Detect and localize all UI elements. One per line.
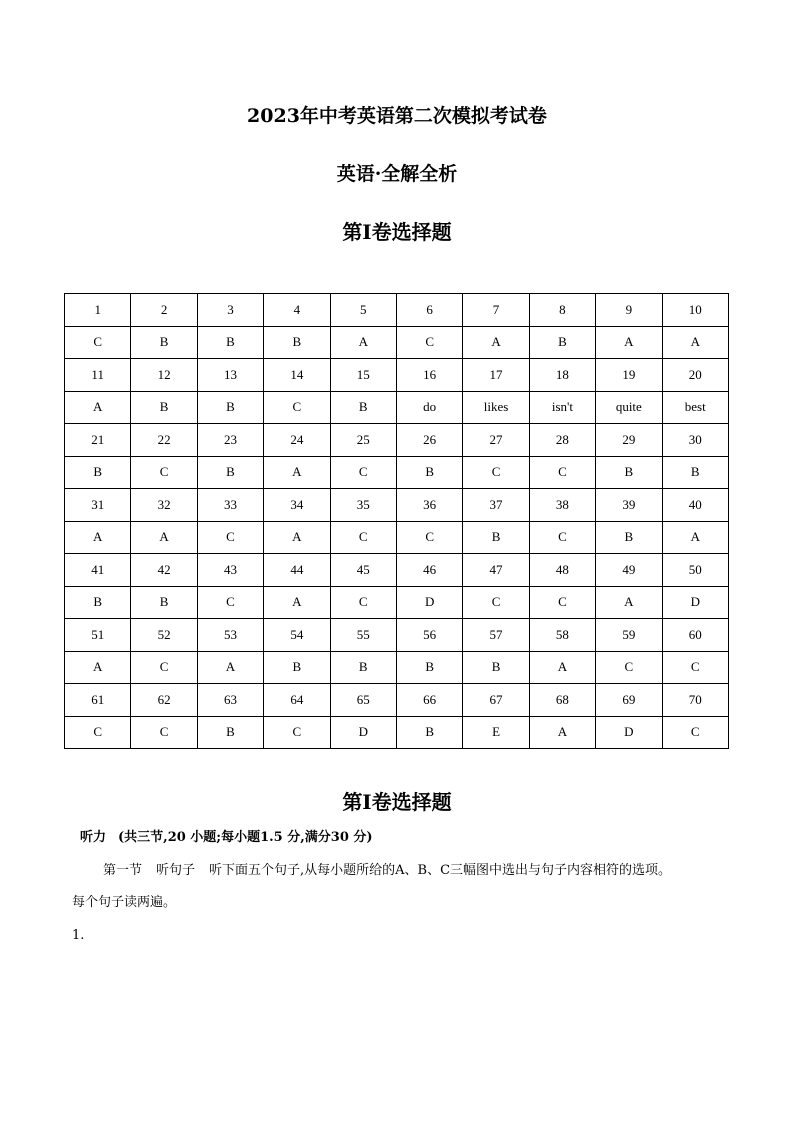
question-number-cell: 67	[463, 684, 529, 717]
question-number-row	[65, 359, 729, 392]
exam-title: 2023年中考英语第二次模拟考试卷	[247, 105, 547, 127]
answer-cell: B	[131, 586, 197, 619]
answer-row	[65, 651, 729, 684]
question-number-cell: 63	[197, 684, 263, 717]
question-number-cell: 10	[662, 294, 728, 327]
answer-cell: isn't	[529, 391, 595, 424]
answer-cell: A	[65, 391, 131, 424]
question-number-cell: 55	[330, 619, 396, 652]
question-number-cell: 29	[596, 424, 662, 457]
answer-cell: C	[529, 521, 595, 554]
question-number-cell: 69	[596, 684, 662, 717]
question-number-cell: 62	[131, 684, 197, 717]
question-number-cell: 17	[463, 359, 529, 392]
question-number-cell: 44	[264, 554, 330, 587]
section-title-body: 第Ⅰ卷选择题	[342, 790, 452, 814]
answer-cell: B	[197, 716, 263, 749]
answer-cell: B	[596, 456, 662, 489]
answer-cell: B	[65, 586, 131, 619]
question-number-row	[65, 619, 729, 652]
question-number-cell: 59	[596, 619, 662, 652]
answer-cell: B	[396, 456, 462, 489]
answer-cell: B	[197, 391, 263, 424]
question-number-cell: 26	[396, 424, 462, 457]
answer-row	[65, 391, 729, 424]
answer-cell: C	[330, 521, 396, 554]
question-number-cell: 21	[65, 424, 131, 457]
answer-cell: C	[596, 651, 662, 684]
question-number-cell: 54	[264, 619, 330, 652]
listening-info: (共三节,20 小题;每小题1.5 分,满分30 分)	[118, 830, 373, 845]
answer-cell: A	[330, 326, 396, 359]
question-number-cell: 41	[65, 554, 131, 587]
answer-cell: B	[264, 326, 330, 359]
answer-cell: C	[396, 326, 462, 359]
answer-row	[65, 521, 729, 554]
answer-cell: B	[396, 716, 462, 749]
exam-subtitle: 英语·全解全析	[336, 163, 458, 185]
answer-cell: C	[197, 521, 263, 554]
answer-cell: A	[662, 521, 728, 554]
question-number-cell: 36	[396, 489, 462, 522]
answer-cell: C	[330, 586, 396, 619]
part1-name: 听句子	[156, 863, 196, 878]
answer-cell: E	[463, 716, 529, 749]
answer-cell: C	[529, 456, 595, 489]
question-number-row	[65, 489, 729, 522]
answer-cell: likes	[463, 391, 529, 424]
answer-row	[65, 326, 729, 359]
answer-cell: C	[396, 521, 462, 554]
answer-cell: B	[197, 326, 263, 359]
answer-cell: A	[463, 326, 529, 359]
answer-table-body	[65, 294, 729, 749]
answer-cell: B	[463, 651, 529, 684]
question-number-cell: 51	[65, 619, 131, 652]
question-number-cell: 18	[529, 359, 595, 392]
answer-cell: B	[264, 651, 330, 684]
answer-cell: A	[131, 521, 197, 554]
question-number-cell: 13	[197, 359, 263, 392]
answer-cell: A	[65, 651, 131, 684]
answer-cell: best	[662, 391, 728, 424]
question-number-cell: 25	[330, 424, 396, 457]
question-number-cell: 47	[463, 554, 529, 587]
question-number-cell: 46	[396, 554, 462, 587]
answer-cell: A	[529, 651, 595, 684]
listening-label: 听力	[80, 830, 107, 845]
answer-cell: C	[65, 326, 131, 359]
question-number-cell: 53	[197, 619, 263, 652]
answer-cell: D	[596, 716, 662, 749]
question-number-cell: 42	[131, 554, 197, 587]
question-number-cell: 64	[264, 684, 330, 717]
question-number-cell: 40	[662, 489, 728, 522]
answer-cell: D	[396, 586, 462, 619]
answer-cell: C	[131, 651, 197, 684]
question-number-cell: 2	[131, 294, 197, 327]
answer-cell: C	[131, 716, 197, 749]
question-number-cell: 43	[197, 554, 263, 587]
question-number-row	[65, 294, 729, 327]
answer-cell: C	[197, 586, 263, 619]
answer-cell: B	[529, 326, 595, 359]
answer-cell: A	[264, 586, 330, 619]
answer-cell: B	[463, 521, 529, 554]
question-number-cell: 48	[529, 554, 595, 587]
question-number-cell: 45	[330, 554, 396, 587]
question-number-cell: 9	[596, 294, 662, 327]
question-number-cell: 65	[330, 684, 396, 717]
question-number-cell: 28	[529, 424, 595, 457]
answer-cell: C	[463, 586, 529, 619]
answer-cell: do	[396, 391, 462, 424]
answer-cell: A	[596, 586, 662, 619]
question-number-cell: 19	[596, 359, 662, 392]
answer-cell: C	[264, 716, 330, 749]
question-number-cell: 66	[396, 684, 462, 717]
answer-cell: C	[131, 456, 197, 489]
question-number-cell: 24	[264, 424, 330, 457]
question-number-cell: 11	[65, 359, 131, 392]
question-number-cell: 30	[662, 424, 728, 457]
question-number-cell: 31	[65, 489, 131, 522]
answer-cell: B	[330, 391, 396, 424]
question-number-cell: 1	[65, 294, 131, 327]
question-number-cell: 23	[197, 424, 263, 457]
answer-cell: C	[330, 456, 396, 489]
question-number-cell: 3	[197, 294, 263, 327]
question-number-cell: 70	[662, 684, 728, 717]
answer-cell: A	[596, 326, 662, 359]
question-number-cell: 58	[529, 619, 595, 652]
question-number-cell: 20	[662, 359, 728, 392]
question-number-cell: 16	[396, 359, 462, 392]
part1-label: 第一节	[103, 863, 143, 878]
question-number-cell: 5	[330, 294, 396, 327]
question-number-cell: 60	[662, 619, 728, 652]
question-number-cell: 37	[463, 489, 529, 522]
answer-cell: C	[662, 716, 728, 749]
answer-cell: D	[330, 716, 396, 749]
question-number-cell: 14	[264, 359, 330, 392]
question-number-row	[65, 684, 729, 717]
answer-cell: B	[197, 456, 263, 489]
answer-row	[65, 456, 729, 489]
answer-cell: A	[197, 651, 263, 684]
question-number-cell: 22	[131, 424, 197, 457]
question-number-cell: 32	[131, 489, 197, 522]
question-number-cell: 35	[330, 489, 396, 522]
answer-cell: C	[529, 586, 595, 619]
question-number-cell: 6	[396, 294, 462, 327]
question-number-cell: 7	[463, 294, 529, 327]
question-number-cell: 34	[264, 489, 330, 522]
question-number-cell: 15	[330, 359, 396, 392]
answer-cell: B	[396, 651, 462, 684]
question-number-cell: 27	[463, 424, 529, 457]
question-number-cell: 52	[131, 619, 197, 652]
answer-cell: quite	[596, 391, 662, 424]
answer-row	[65, 716, 729, 749]
answer-cell: B	[662, 456, 728, 489]
question-number-cell: 56	[396, 619, 462, 652]
answer-cell: A	[264, 456, 330, 489]
answer-table	[64, 293, 729, 749]
question-number-row	[65, 554, 729, 587]
answer-cell: B	[65, 456, 131, 489]
answer-cell: C	[65, 716, 131, 749]
answer-cell: B	[596, 521, 662, 554]
answer-cell: C	[463, 456, 529, 489]
question-number-cell: 33	[197, 489, 263, 522]
answer-row	[65, 586, 729, 619]
part1-instruction	[103, 862, 671, 880]
part1-instruction-continued: 每个句子读两遍。	[72, 895, 177, 910]
question-number-row	[65, 424, 729, 457]
question-number-cell: 68	[529, 684, 595, 717]
question-number-cell: 8	[529, 294, 595, 327]
question-number-cell: 50	[662, 554, 728, 587]
answer-cell: C	[662, 651, 728, 684]
answer-cell: A	[529, 716, 595, 749]
answer-cell: A	[264, 521, 330, 554]
part1-instruction-text: 听下面五个句子,从每小题所给的A、B、C三幅图中选出与句子内容相符的选项。	[209, 863, 672, 878]
question-number: 1.	[72, 928, 85, 943]
question-number-cell: 12	[131, 359, 197, 392]
answer-cell: A	[65, 521, 131, 554]
listening-heading	[80, 829, 373, 847]
question-number-cell: 39	[596, 489, 662, 522]
question-number-cell: 57	[463, 619, 529, 652]
question-number-cell: 38	[529, 489, 595, 522]
answer-cell: B	[330, 651, 396, 684]
question-number-cell: 61	[65, 684, 131, 717]
answer-cell: B	[131, 391, 197, 424]
answer-cell: A	[662, 326, 728, 359]
question-number-cell: 49	[596, 554, 662, 587]
answer-cell: B	[131, 326, 197, 359]
section-title-top: 第Ⅰ卷选择题	[342, 220, 452, 244]
answer-cell: C	[264, 391, 330, 424]
answer-cell: D	[662, 586, 728, 619]
question-number-cell: 4	[264, 294, 330, 327]
